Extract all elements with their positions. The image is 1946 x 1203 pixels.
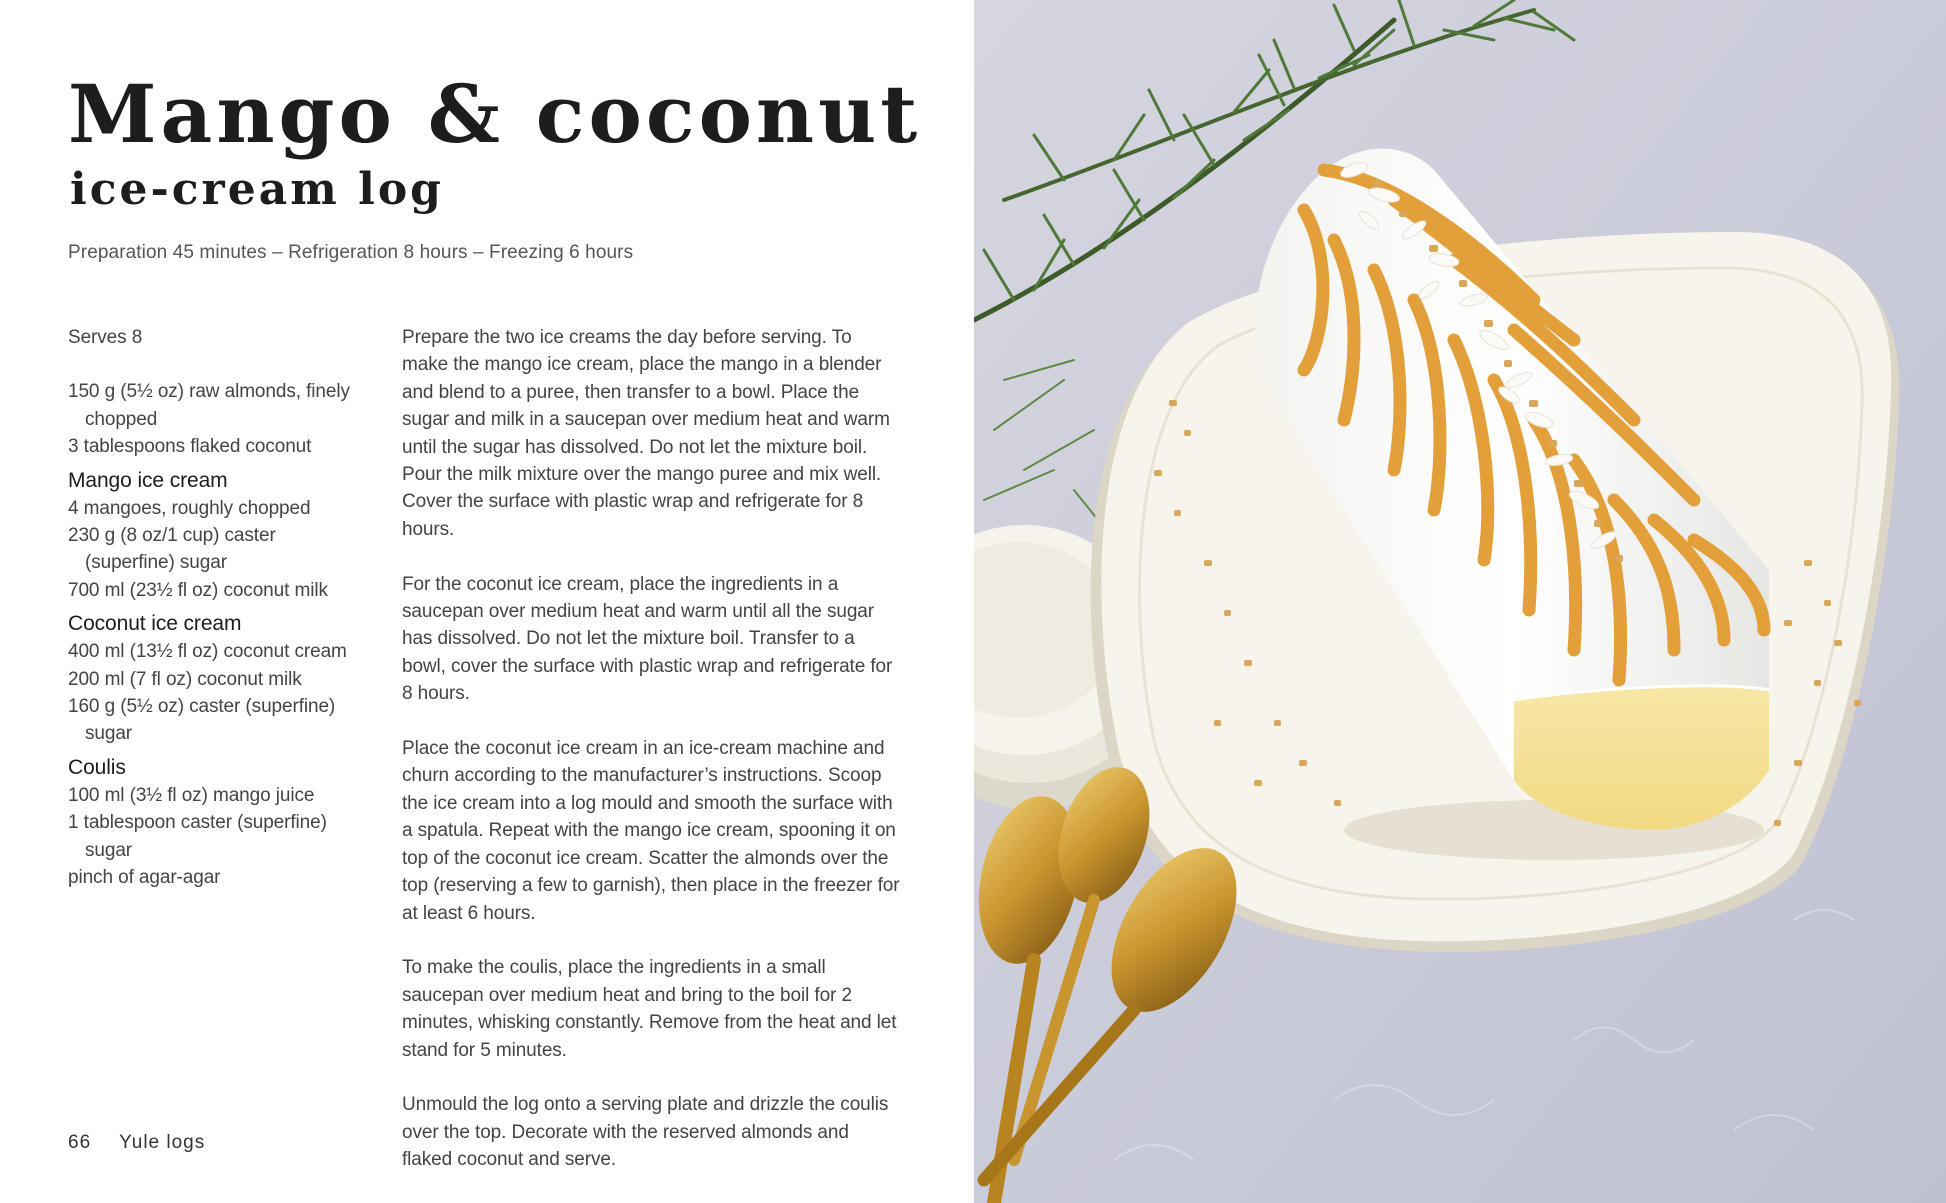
recipe-timing: Preparation 45 minutes – Refrigeration 8 hours – Freezing 6 hours (68, 242, 634, 263)
food-photo (974, 0, 1946, 1203)
method-step: Unmould the log onto a serving plate and drizzle the coulis over the top. Decorate with the reserved almonds and flaked coconut and serve. (402, 1094, 889, 1171)
recipe-subtitle: ice-cream log (70, 164, 444, 215)
ingredient-group-mango: Mango ice cream (68, 468, 228, 492)
method-step: Prepare the two ice creams the day before serving. To make the mango ice cream, place the mango in a blender and blend to a puree, then transfer to a bowl. Place the sugar and milk in a saucepan over medium heat and warm until the sugar has dissolved. Do not let the mixture boil. Pour the milk mixture over the mango puree and mix well. Cover the surface with plastic wrap and refrigerate for 8 hours. (402, 327, 890, 540)
method-steps (402, 324, 902, 1201)
ingredient-item: 160 g (5½ oz) caster (superfine) sugar (68, 696, 336, 745)
page-number: 66 (68, 1132, 92, 1153)
ingredient-item: 700 ml (23½ fl oz) coconut milk (68, 579, 328, 601)
section-name: Yule logs (119, 1132, 206, 1153)
ingredient-item: pinch of agar-agar (68, 867, 221, 889)
ingredient-item: 4 mangoes, roughly chopped (68, 497, 311, 519)
ingredient-group-coconut: Coconut ice cream (68, 612, 242, 636)
page-footer (68, 1132, 205, 1154)
method-step: To make the coulis, place the ingredients in a small saucepan over medium heat and bring to the boil for 2 minutes, whisking constantly. Remove from the heat and let stand for 5 minutes. (402, 957, 897, 1061)
recipe-title: Mango & coconut (68, 67, 922, 161)
ingredients-list (68, 324, 368, 892)
method-step: For the coconut ice cream, place the ingredients in a saucepan over medium heat and warm until all the sugar has dissolved. Do not let the mixture boil. Transfer to a bowl, cover the surface with plastic wrap and refrigerate for 8 hours. (402, 573, 893, 705)
ingredient-item: 150 g (5½ oz) raw almonds, finely chopped (68, 381, 350, 430)
ingredient-item: 3 tablespoons flaked coconut (68, 436, 312, 458)
ingredient-item: 400 ml (13½ fl oz) coconut cream (68, 641, 347, 663)
method-step: Place the coconut ice cream in an ice-cream machine and churn according to the manufacturer’s instructions. Scoop the ice cream into a log mould and smooth the surface with a spatula. Repeat with the mango ice cream, spooning it on top of the coconut ice cream. Scatter the almonds over the top (reserving a few to garnish), then place in the freezer for at least 6 hours. (402, 738, 900, 924)
serves-label: Serves 8 (68, 327, 143, 348)
ingredient-item: 100 ml (3½ fl oz) mango juice (68, 784, 315, 806)
ingredient-item: 200 ml (7 fl oz) coconut milk (68, 668, 302, 690)
ingredient-item: 230 g (8 oz/1 cup) caster (superfine) sugar (68, 525, 276, 574)
ingredient-item: 1 tablespoon caster (superfine) sugar (68, 812, 327, 861)
ingredient-group-coulis: Coulis (68, 755, 126, 779)
